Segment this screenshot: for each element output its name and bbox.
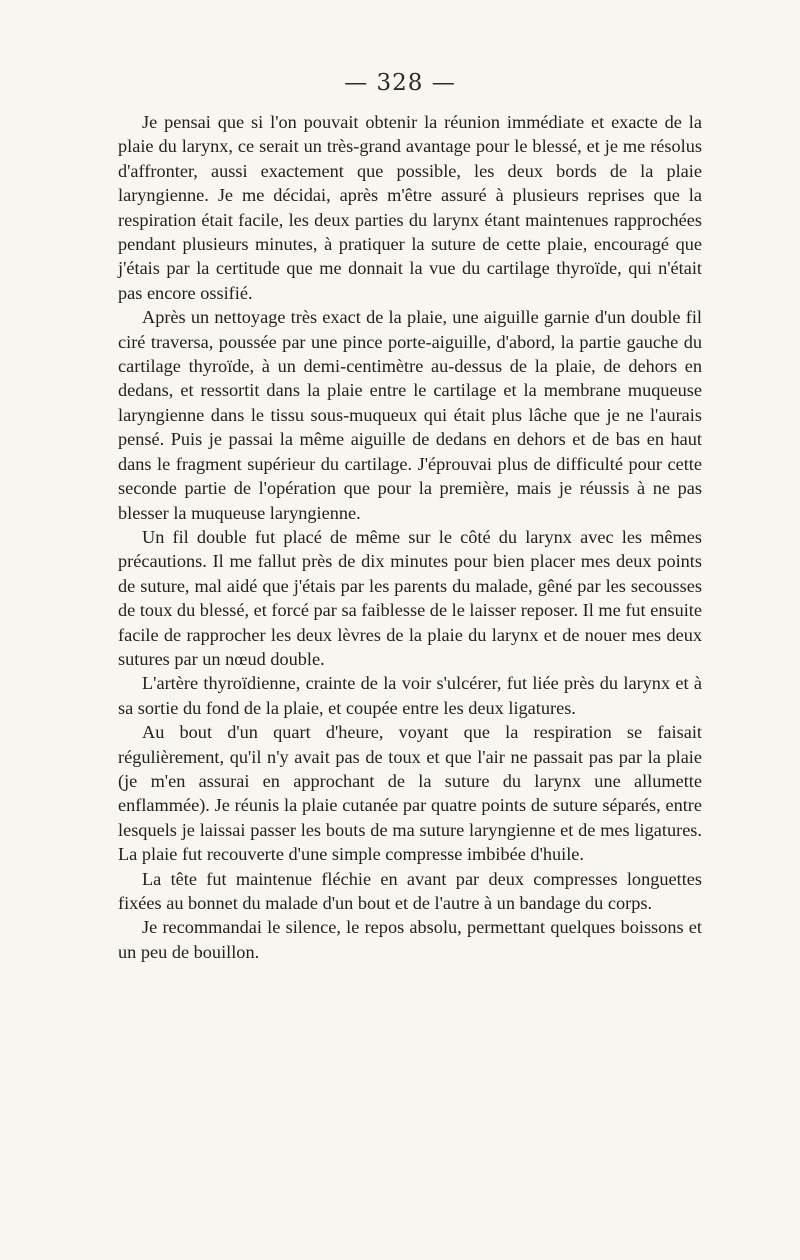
paragraph: Je recommandai le silence, le repos absolu, permettant quelques boissons et un peu de bouillon. (118, 917, 702, 962)
paragraph: Après un nettoyage très exact de la plaie, une aiguille garnie d'un double fil ciré traversa, poussée par une pince porte-aiguille, d'abord, la partie gauche du cartilage thyroïde, à un demi-centimètre au-dessus de la plaie, de dehors en dedans, et ressortit dans la plaie entre le cartilage et la membrane muqueuse laryngienne dans le tissu sous-muqueux qui était plus lâche que je ne l'aurais pensé. Puis je passai la même aiguille de dedans en dehors et de bas en haut dans le fragment supérieur du cartilage. J'éprouvai plus de difficulté pour cette seconde partie de l'opération que pour la première, mais je réussis à ne pas blesser la muqueuse laryngienne. (118, 307, 702, 523)
paragraph: Au bout d'un quart d'heure, voyant que la respiration se faisait régulièrement, qu'il n'y avait pas de toux et que l'air ne passait pas par la plaie (je m'en assurai en approchant de la suture du larynx une allumette enflammée). Je réunis la plaie cutanée par quatre points de suture séparés, entre lesquels je laissai passer les bouts de ma suture laryngienne et de mes ligatures. La plaie fut recouverte d'une simple compresse imbibée d'huile. (118, 722, 702, 865)
paragraph: Je pensai que si l'on pouvait obtenir la réunion immédiate et exacte de la plaie du larynx, ce serait un très-grand avantage pour le blessé, et je me résolus d'affronter, aussi exactement que possible, les deux bords de la plaie laryngienne. Je me décidai, après m'être assuré à plusieurs reprises que la respiration était facile, les deux parties du larynx étant maintenues rapprochées pendant plusieurs minutes, à pratiquer la suture de cette plaie, encouragé que j'étais par la certitude que me donnait la vue du cartilage thyroïde, qui n'était pas encore ossifié. (118, 112, 702, 303)
body-text (118, 110, 702, 964)
page-number: — 328 — (344, 70, 456, 96)
paragraph: La tête fut maintenue fléchie en avant par deux compresses longuettes fixées au bonnet du malade d'un bout et de l'autre à un bandage du corps. (118, 868, 702, 913)
paragraph: Un fil double fut placé de même sur le côté du larynx avec les mêmes précautions. Il me fallut près de dix minutes pour bien placer mes deux points de suture, mal aidé que j'étais par les parents du malade, gêné par les secousses de toux du blessé, et forcé par sa faiblesse de le laisser reposer. Il me fut ensuite facile de rapprocher les deux lèvres de la plaie du larynx et de nouer mes deux sutures par un nœud double. (118, 526, 702, 669)
paragraph: L'artère thyroïdienne, crainte de la voir s'ulcérer, fut liée près du larynx et à sa sortie du fond de la plaie, et coupée entre les deux ligatures. (118, 673, 702, 718)
